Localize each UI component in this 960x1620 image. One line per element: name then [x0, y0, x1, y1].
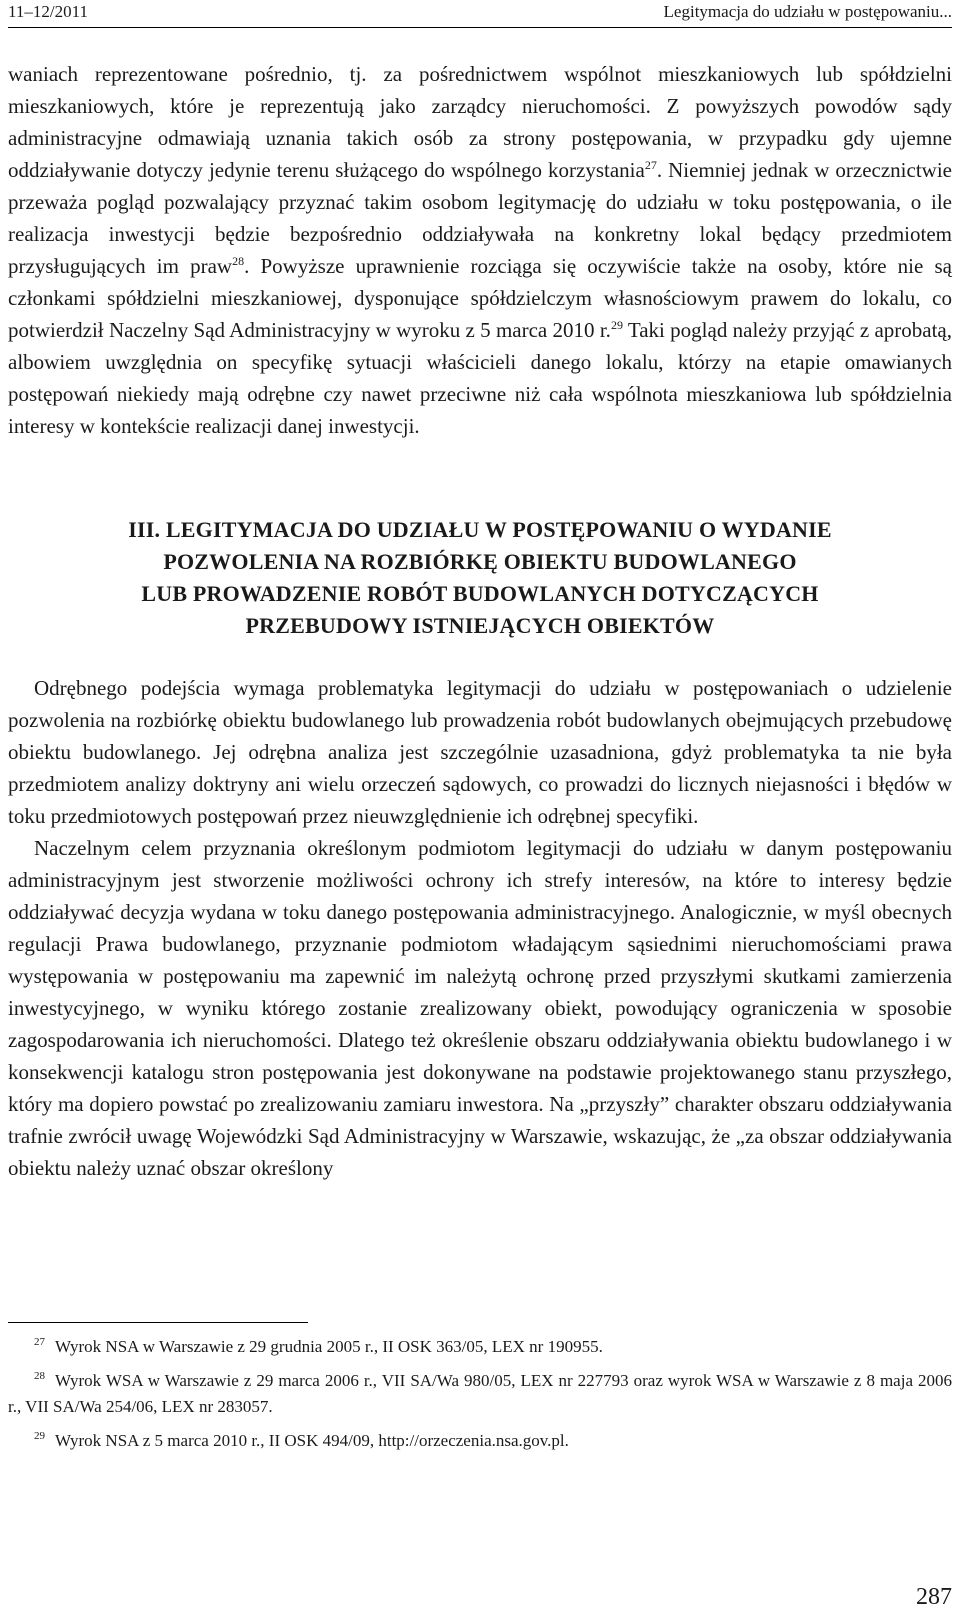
main-text — [8, 58, 952, 1184]
footnotes — [8, 1334, 952, 1462]
section-heading — [8, 514, 952, 642]
footnote-29 — [8, 1428, 952, 1454]
running-title: Legitymacja do udziału w postępowaniu... — [663, 2, 952, 21]
footnote-27 — [8, 1334, 952, 1360]
footnote-ref-27[interactable]: 27 — [644, 158, 657, 172]
paragraph-text: . Niemniej jednak w orzecznictwie przeważa pogląd pozwalający przyznać takim osobom legitymację do udziału w toku postępowania, o ile realizacja inwestycji będzie bezpośrednio oddziaływała na konkretny lokal będący przedmiotem przysługujących im praw — [8, 158, 952, 278]
paragraph-text: waniach reprezentowane pośrednio, tj. za pośrednictwem wspólnot mieszkaniowych lub spółdzielni mieszkaniowych, które je reprezentują jako zarządcy nieruchomości. Z powyższych powodów sądy administracyjne odmawiają uznania takich osób za strony postępowania, w przypadku gdy ujemne oddziaływanie dotyczy jedynie terenu służącego do wspólnego korzystania — [8, 62, 952, 182]
footnote-text: Wyrok NSA z 5 marca 2010 r., II OSK 494/09, http://orzeczenia.nsa.gov.pl. — [55, 1431, 569, 1450]
paragraph-text: . Powyższe uprawnienie rozciąga się oczywiście także na osoby, które nie są członkami spółdzielni mieszkaniowej, dysponujące spółdzielczym własnościowym prawem do lokalu, co potwierdził Naczelny Sąd Administracyjny w wyroku z 5 marca 2010 r. — [8, 254, 952, 342]
page-number: 287 — [916, 1584, 952, 1610]
section-heading-line: LUB PROWADZENIE ROBÓT BUDOWLANYCH DOTYCZĄCYCH — [141, 581, 819, 606]
issue-label: 11–12/2011 — [8, 2, 88, 21]
paragraph: Odrębnego podejścia wymaga problematyka legitymacji do udziału w postępowaniach o udzielenie pozwolenia na rozbiórkę obiektu budowlanego lub prowadzenia robót budowlanych obejmujących przebudowę obiektu budowlanego. Jej odrębna analiza jest szczególnie uzasadniona, gdyż problematyka ta nie była przedmiotem analizy doktryny ani wielu orzeczeń sądowych, co prowadzi do licznych niejasności i błędów w toku przedmiotowych postępowań przez nieuwzględnienie ich odrębnej specyfiki. — [8, 676, 952, 828]
footnote-ref-29[interactable]: 29 — [610, 318, 623, 332]
paragraph-text: Taki pogląd należy przyjąć z aprobatą, albowiem uwzględnia on specyfikę sytuacji właścicieli danego lokalu, którzy na etapie omawianych postępowań niekiedy mają odrębne czy nawet przeciwne niż cała wspólnota mieszkaniowa lub spółdzielnia interesy w kontekście realizacji danej inwestycji. — [8, 318, 952, 438]
paragraph-continued — [8, 58, 952, 442]
footnote-28 — [8, 1368, 952, 1420]
section-heading-line: POZWOLENIA NA ROZBIÓRKĘ OBIEKTU BUDOWLANEGO — [163, 549, 797, 574]
section-heading-line: PRZEBUDOWY ISTNIEJĄCYCH OBIEKTÓW — [245, 613, 715, 638]
footnote-number: 28 — [34, 1370, 45, 1383]
footnote-divider — [8, 1322, 308, 1323]
footnote-number: 29 — [34, 1430, 45, 1443]
footnote-text: Wyrok WSA w Warszawie z 29 marca 2006 r., VII SA/Wa 980/05, LEX nr 227793 oraz wyrok WSA w Warszawie z 8 maja 2006 r., VII SA/Wa 254/06, LEX nr 283057. — [8, 1371, 952, 1416]
section-spacer — [8, 442, 952, 514]
section-heading-line: III. LEGITYMACJA DO UDZIAŁU W POSTĘPOWANIU O WYDANIE — [128, 517, 832, 542]
running-header — [8, 0, 952, 28]
footnote-text: Wyrok NSA w Warszawie z 29 grudnia 2005 r., II OSK 363/05, LEX nr 190955. — [55, 1337, 603, 1356]
footnote-number: 27 — [34, 1336, 45, 1349]
footnote-ref-28[interactable]: 28 — [232, 254, 245, 268]
paragraph: Naczelnym celem przyznania określonym podmiotom legitymacji do udziału w danym postępowaniu administracyjnym jest stworzenie możliwości ochrony ich strefy interesów, na które to interesy będzie oddziaływać decyzja wydana w toku danego postępowania administracyjnego. Analogicznie, w myśl obecnych regulacji Prawa budowlanego, przyznanie podmiotom władającym sąsiednimi nieruchomościami prawa występowania w postępowaniu ma zapewnić im należytą ochronę przed przyszłymi skutkami zamierzenia inwestycyjnego, w wyniku którego zostanie zrealizowany obiekt, powodujący ograniczenia w sposobie zagospodarowania ich nieruchomości. Dlatego też określenie obszaru oddziaływania obiektu budowlanego i w konsekwencji katalogu stron postępowania jest dokonywane na podstawie projektowanego stanu przyszłego, który ma dopiero powstać po zrealizowaniu zamiaru inwestora. Na „przyszły” charakter obszaru oddziaływania trafnie zwrócił uwagę Wojewódzki Sąd Administracyjny w Warszawie, wskazując, że „za obszar oddziaływania obiektu należy uznać obszar określony — [8, 836, 952, 1180]
